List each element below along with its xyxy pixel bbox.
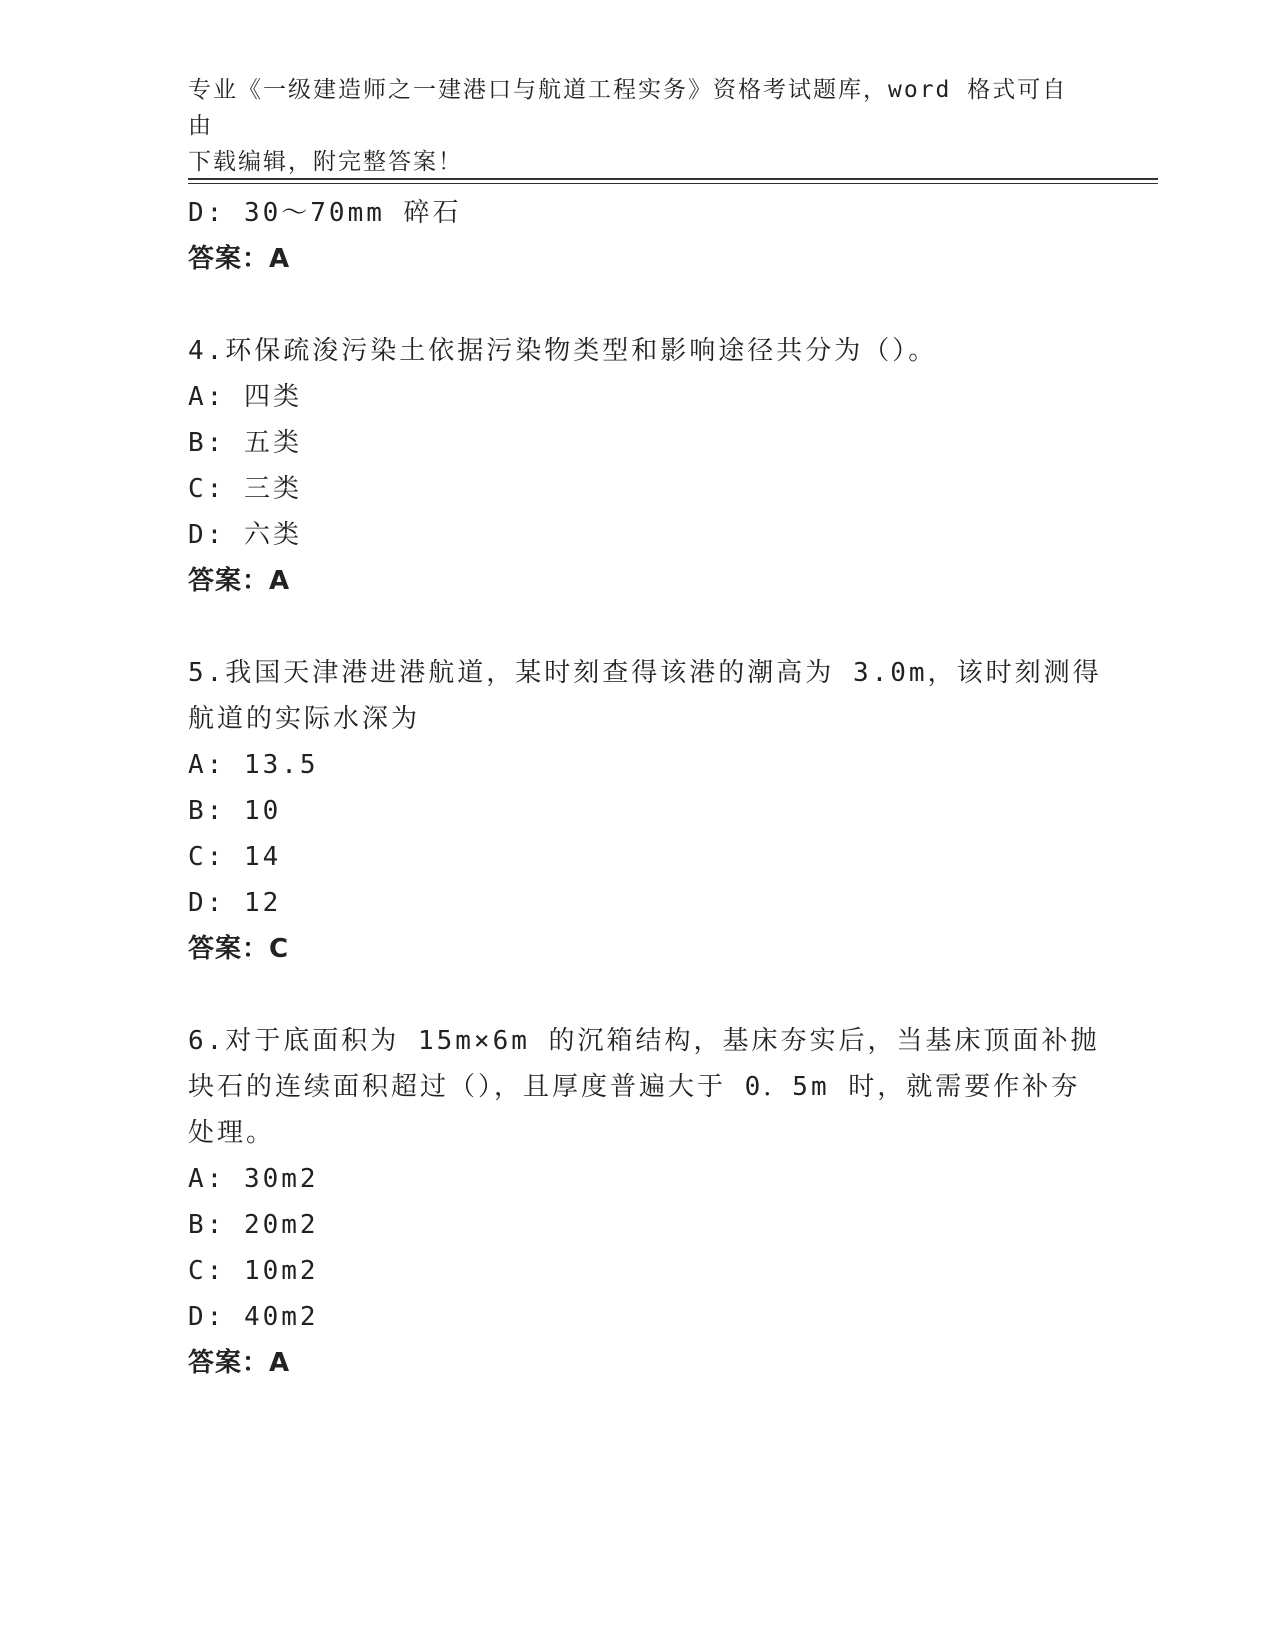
header-rule-thin — [188, 183, 1158, 184]
question-text: 4.环保疏浚污染土依据污染物类型和影响途径共分为（）。 — [188, 336, 938, 366]
spacer — [188, 972, 1088, 1018]
option-d: D: 40m2 — [188, 1302, 319, 1332]
option-c: C: 三类 — [188, 474, 302, 504]
question-text: 处理。 — [188, 1118, 276, 1148]
answer: 答案：C — [188, 934, 290, 964]
option-a: A: 四类 — [188, 382, 302, 412]
spacer — [188, 282, 1088, 328]
option-b: B: 20m2 — [188, 1210, 319, 1240]
option-a: A: 13.5 — [188, 750, 319, 780]
question-text: 块石的连续面积超过（），且厚度普遍大于 0．5m 时，就需要作补夯 — [188, 1072, 1081, 1102]
answer: 答案：A — [188, 1348, 291, 1378]
question-5 — [188, 650, 1102, 972]
answer: 答案：A — [188, 244, 291, 274]
question-4 — [188, 328, 1088, 604]
option-b: B: 10 — [188, 796, 282, 826]
spacer — [188, 604, 1088, 650]
option-c: C: 10m2 — [188, 1256, 319, 1286]
question-6 — [188, 1018, 1100, 1386]
header-line-2: 下载编辑，附完整答案！ — [188, 149, 463, 175]
question-text: 6.对于底面积为 15m×6m 的沉箱结构，基床夯实后，当基床顶面补抛 — [188, 1026, 1100, 1056]
option-c: C: 14 — [188, 842, 282, 872]
question-text: 5.我国天津港进港航道，某时刻查得该港的潮高为 3.0m，该时刻测得 — [188, 658, 1102, 688]
header-line-1: 专业《一级建造师之一建港口与航道工程实务》资格考试题库，word 格式可自由 — [188, 77, 1068, 139]
option-d: D: 六类 — [188, 520, 302, 550]
page-header — [188, 72, 1068, 180]
header-rule-thick — [188, 178, 1158, 180]
option-a: A: 30m2 — [188, 1164, 319, 1194]
option-d: D: 12 — [188, 888, 282, 918]
option-b: B: 五类 — [188, 428, 302, 458]
question-content — [188, 190, 1102, 1386]
answer: 答案：A — [188, 566, 291, 596]
option-d: D: 30～70mm 碎石 — [188, 198, 462, 228]
question-text: 航道的实际水深为 — [188, 704, 421, 734]
